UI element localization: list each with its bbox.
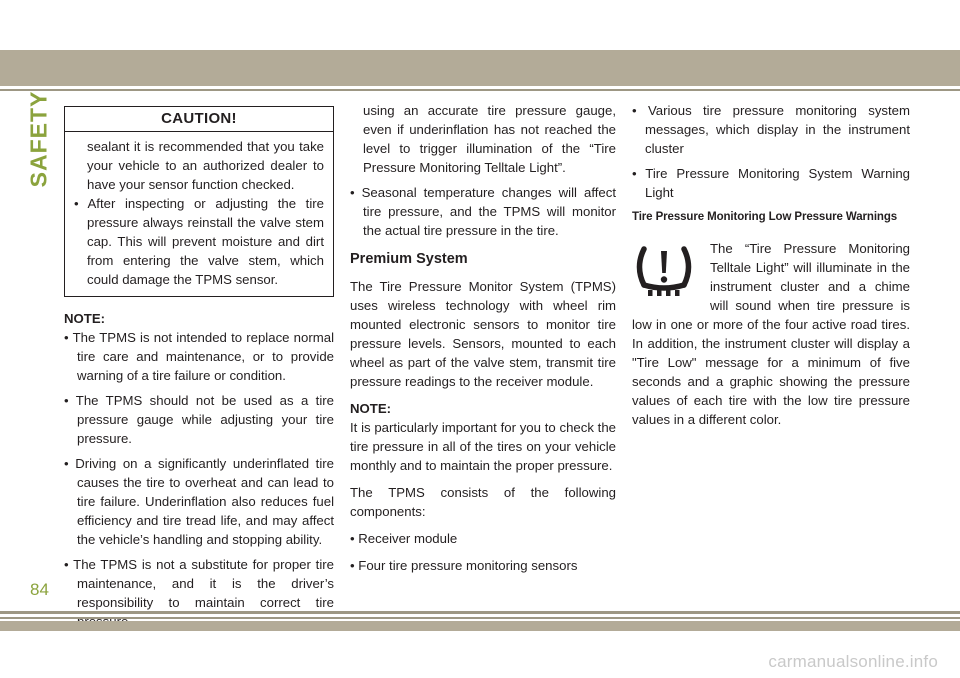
note-bullet: • The TPMS is not intended to replace normal tire care and maintenance, or to provide warning of a tire failure or condition. (64, 330, 334, 383)
note-text: It is particularly important for you to check the tire pressure in all of the tires on your vehicle monthly and to maintain the proper pressure. (350, 420, 616, 473)
list-item: • Receiver module (350, 531, 458, 546)
caution-box (64, 106, 334, 297)
note-heading: NOTE: (350, 401, 392, 416)
column-right (632, 101, 910, 437)
tpms-warning-icon (634, 243, 694, 299)
caution-title: CAUTION! (65, 107, 333, 132)
note-heading: NOTE: (64, 311, 106, 326)
section-heading: Premium System (350, 251, 468, 267)
footer-rule (0, 611, 960, 614)
note-bullet: • The TPMS is not a substitute for proper tire maintenance, and it is the driver’s responsibility to maintain correct tire (64, 557, 334, 610)
footer-rule (0, 617, 960, 619)
footer-band (0, 621, 960, 631)
component-bullet: • Tire Pressure Monitoring System Warning Light (632, 166, 910, 200)
watermark-text: carmanualsonline.info (768, 652, 938, 671)
header-rule (0, 89, 960, 91)
section-tab-label: SAFETY (25, 90, 52, 188)
note-bullet: • Driving on a significantly underinflated tire causes the tire to overheat and can lead to tire failure. Underinflation also reduces fuel efficiency and tire tread life, and may affect the vehicle’s handling and stopping ability. (64, 456, 334, 547)
caution-continued-text: sealant it is recommended that you take your vehicle to an authorized dealer to have your sensor function checked. (87, 139, 324, 192)
note-bullet: • The TPMS should not be used as a tire pressure gauge while adjusting your tire pressure. (64, 393, 334, 446)
paragraph: The Tire Pressure Monitor System (TPMS) uses wireless technology with wheel rim mounted electronic sensors to monitor tire pressure levels. Sensors, mounted to each wheel as part of the valve stem, transmit tire pressure readings to the receiver module. (350, 279, 616, 389)
page-number: 84 (30, 580, 49, 599)
caution-body (65, 132, 333, 296)
continued-text: using an accurate tire pressure gauge, even if underinflation has not reached the level to trigger illumination of the “Tire Pressure Monitoring Telltale Light”. (363, 103, 616, 175)
paragraph: The “Tire Pressure Monitoring Telltale Light” will illuminate in the instrument cluster and a chime will sound when tire pressure is low in one or more of the four active road tires. In addition, the instrument cluster will display a "Tire Low" message for a minimum of five seconds and a graphic showing the pressure values of each tire with the low tire pressure values in a different color. (632, 241, 910, 427)
header-band (0, 50, 960, 86)
caution-bullet: • After inspecting or adjusting the tire pressure always reinstall the valve stem cap. This will prevent moisture and dirt from entering the valve stem, which could damage the TPMS sensor. (74, 196, 324, 287)
column-middle (350, 101, 616, 583)
column-left (64, 106, 334, 637)
section-tab (25, 90, 52, 188)
component-bullet: • Various tire pressure monitoring system messages, which display in the instrument cluster (632, 103, 910, 156)
subheading: Tire Pressure Monitoring Low Pressure Warnings (632, 211, 898, 223)
seasonal-bullet: • Seasonal temperature changes will affect tire pressure, and the TPMS will monitor the actual tire pressure in the tire. (350, 185, 616, 238)
paragraph: The TPMS consists of the following components: (350, 485, 616, 519)
list-item: • Four tire pressure monitoring sensors (350, 558, 578, 573)
